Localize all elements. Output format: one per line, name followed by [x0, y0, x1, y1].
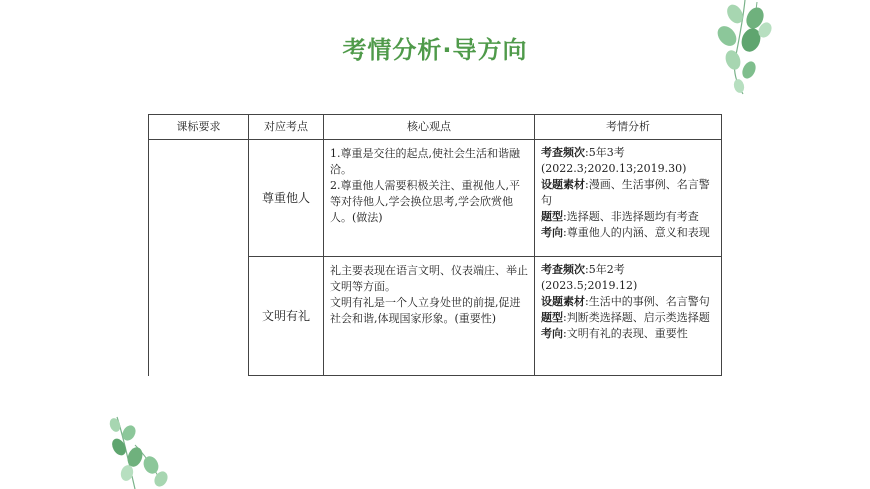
header-core-view: 核心观点 — [324, 115, 535, 140]
analysis-line: 设题素材:生活中的事例、名言警句 — [541, 295, 710, 308]
analysis-line: 考向:文明有礼的表现、重要性 — [541, 327, 688, 340]
analysis-cell — [535, 257, 722, 376]
analysis-cell — [535, 140, 722, 257]
point-cell: 尊重他人 — [249, 140, 324, 257]
core-view-line: 2.尊重他人需要积极关注、重视他人,平等对待他人,学会换位思考,学会欣赏他人。(做法) — [330, 179, 520, 224]
analysis-line: 题型:判断类选择题、启示类选择题 — [541, 311, 710, 324]
core-view-cell — [324, 257, 535, 376]
requirement-cell — [149, 140, 249, 376]
core-view-line: 1.尊重是交往的起点,使社会生活和谐融洽。 — [330, 147, 520, 176]
core-view-line: 礼主要表现在语言文明、仪表端庄、举止文明等方面。 — [330, 264, 528, 293]
analysis-line: 考查频次:5年3考(2022.3;2020.13;2019.30) — [541, 146, 687, 175]
core-view-line: 文明有礼是一个人立身处世的前提,促进社会和谐,体现国家形象。(重要性) — [330, 296, 521, 325]
analysis-line: 考查频次:5年2考(2023.5;2019.12) — [541, 263, 638, 292]
analysis-line: 设题素材:漫画、生活事例、名言警句 — [541, 178, 710, 207]
core-view-cell — [324, 140, 535, 257]
header-point: 对应考点 — [249, 115, 324, 140]
point-cell: 文明有礼 — [249, 257, 324, 376]
exam-analysis-table — [148, 114, 722, 376]
page-title: 考情分析·导方向 — [342, 36, 528, 64]
header-analysis: 考情分析 — [535, 115, 722, 140]
table-row — [149, 140, 722, 257]
analysis-line: 题型:选择题、非选择题均有考查 — [541, 210, 699, 223]
analysis-line: 考向:尊重他人的内涵、意义和表现 — [541, 226, 710, 239]
header-requirement: 课标要求 — [149, 115, 249, 140]
leaf-decoration-icon — [105, 415, 173, 489]
